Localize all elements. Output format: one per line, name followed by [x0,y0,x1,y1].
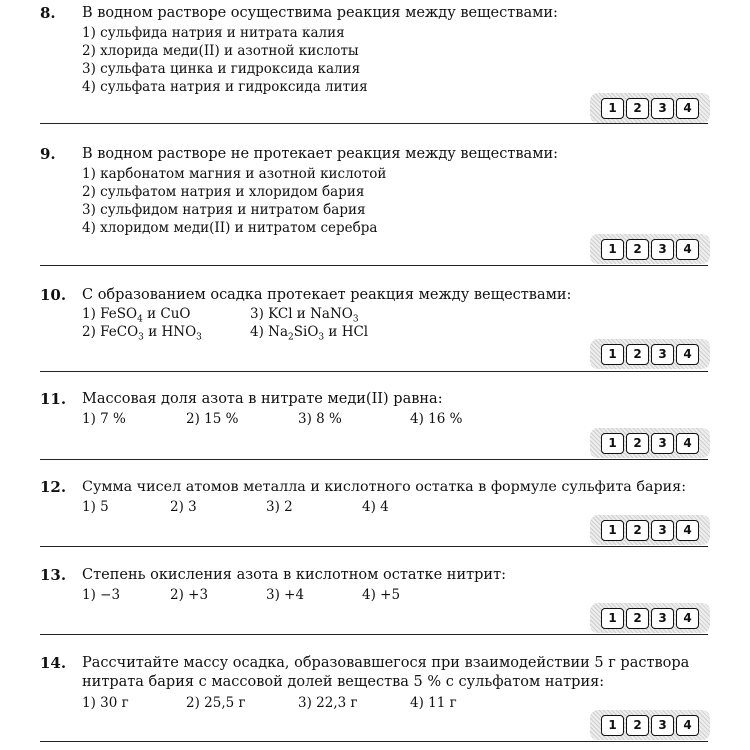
option-1: 1) −3 [82,587,121,603]
separator-line [40,741,708,742]
answer-cell-2[interactable]: 2 [626,239,649,260]
option-3: 3) 8 % [298,411,342,427]
option-3: 3) 2 [266,499,293,515]
answer-box [590,515,710,545]
separator-line [40,371,708,372]
option-2: 2) сульфатом натрия и хлоридом бария [82,184,365,200]
question-number: 14. [40,654,67,672]
answer-cell-4[interactable]: 4 [676,98,699,119]
answer-cell-4[interactable]: 4 [676,520,699,541]
option-2: 2) 3 [170,499,197,515]
answer-cell-3[interactable]: 3 [651,344,674,365]
option-3: 3) сульфата цинка и гидроксида калия [82,61,361,77]
answer-cell-2[interactable]: 2 [626,608,649,629]
question-text: Степень окисления азота в кислотном остатке нитрит: [82,567,506,583]
option-3: 3) сульфидом натрия и нитратом бария [82,202,366,218]
option-2: 2) FeCO$_3$ и $HNO_3$ [82,324,202,343]
answer-cell-2[interactable]: 2 [626,520,649,541]
answer-cell-2[interactable]: 2 [626,715,649,736]
question-text: С образованием осадка протекает реакция между веществами: [82,287,572,303]
question-number: 13. [40,566,67,584]
option-4: 4) $Na_2SiO_3$ и HCl [250,324,369,343]
option-4: 4) 11 г [410,695,457,711]
answer-box [590,710,710,740]
answer-box [590,339,710,369]
answer-cell-4[interactable]: 4 [676,344,699,365]
question-number: 9. [40,145,56,163]
options-list [82,165,386,237]
option-2: 2) хлорида меди(II) и азотной кислоты [82,43,359,59]
option-4: 4) +5 [362,587,401,603]
separator-line [40,459,708,460]
answer-box [590,234,710,264]
answer-cell-3[interactable]: 3 [651,433,674,454]
option-4: 4) сульфата натрия и гидроксида лития [82,79,368,95]
answer-cell-4[interactable]: 4 [676,433,699,454]
answer-cell-3[interactable]: 3 [651,239,674,260]
question-text: В водном растворе осуществима реакция между веществами: [82,5,558,21]
option-3: 3) 22,3 г [298,695,358,711]
separator-line [40,546,708,547]
answer-cell-2[interactable]: 2 [626,433,649,454]
option-1: 1) карбонатом магния и азотной кислотой [82,166,387,182]
option-3: 3) +4 [266,587,305,603]
separator-line [40,265,708,266]
option-1: 1) FeSO$_4$ и CuO [82,306,191,325]
answer-cell-1[interactable]: 1 [601,433,624,454]
answer-box [590,603,710,633]
answer-cell-3[interactable]: 3 [651,608,674,629]
question-text: В водном растворе не протекает реакция между веществами: [82,146,559,162]
option-2: 2) 25,5 г [186,695,246,711]
answer-cell-2[interactable]: 2 [626,98,649,119]
option-4: 4) 16 % [410,411,463,427]
option-4: 4) 4 [362,499,389,515]
answer-cell-1[interactable]: 1 [601,520,624,541]
answer-cell-3[interactable]: 3 [651,98,674,119]
answer-box [590,93,710,123]
answer-cell-4[interactable]: 4 [676,239,699,260]
answer-box [590,428,710,458]
question-number: 10. [40,286,67,304]
question-text: Рассчитайте массу осадка, образовавшегося при взаимодействии 5 г раствора нитрата бария с массовой долей вещества 5 % с сульфатом натрия: [82,655,690,690]
option-2: 2) +3 [170,587,209,603]
option-4: 4) хлоридом меди(II) и нитратом серебра [82,220,378,236]
option-1: 1) 7 % [82,411,126,427]
answer-cell-1[interactable]: 1 [601,608,624,629]
separator-line [40,634,708,635]
answer-cell-1[interactable]: 1 [601,715,624,736]
question-number: 11. [40,390,67,408]
answer-cell-4[interactable]: 4 [676,715,699,736]
answer-cell-4[interactable]: 4 [676,608,699,629]
option-1: 1) 30 г [82,695,129,711]
question-text: Массовая доля азота в нитрате меди(II) равна: [82,391,443,407]
answer-cell-2[interactable]: 2 [626,344,649,365]
option-2: 2) 15 % [186,411,239,427]
answer-cell-3[interactable]: 3 [651,715,674,736]
separator-line [40,123,708,124]
options-list [82,24,368,96]
question-number: 12. [40,478,67,496]
answer-cell-3[interactable]: 3 [651,520,674,541]
option-1: 1) 5 [82,499,109,515]
option-3: 3) KCl и NaNO$_3$ [250,306,359,325]
answer-cell-1[interactable]: 1 [601,239,624,260]
answer-cell-1[interactable]: 1 [601,98,624,119]
answer-cell-1[interactable]: 1 [601,344,624,365]
question-number: 8. [40,4,56,22]
option-1: 1) сульфида натрия и нитрата калия [82,25,345,41]
question-text: Сумма чисел атомов металла и кислотного остатка в формуле сульфита бария: [82,479,687,495]
